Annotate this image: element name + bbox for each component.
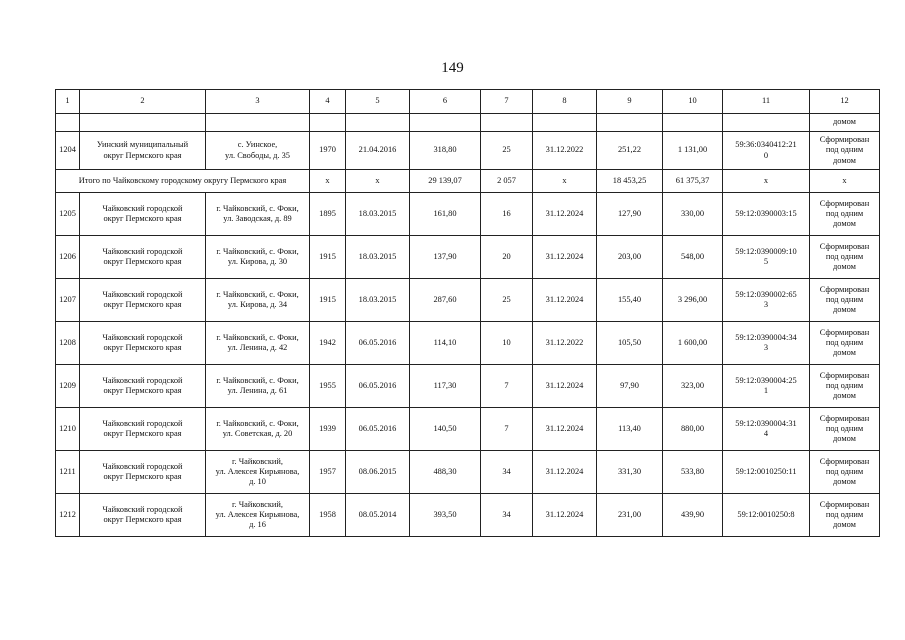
table-cell: 1915	[310, 279, 346, 322]
table-cell: 18.03.2015	[346, 279, 410, 322]
table-cell: 1204	[56, 132, 80, 170]
table-cell	[597, 114, 663, 132]
table-cell: 10	[481, 322, 533, 365]
table-cell: 59:12:0390003:15	[723, 193, 810, 236]
table-cell: Чайковский городской округ Пермского края	[80, 451, 206, 494]
table-cell: 1915	[310, 236, 346, 279]
table-cell: 7	[481, 90, 533, 114]
table-cell: 117,30	[410, 365, 481, 408]
table-cell: 127,90	[597, 193, 663, 236]
table-cell: 06.05.2016	[346, 365, 410, 408]
table-cell: 105,50	[597, 322, 663, 365]
table-cell	[80, 114, 206, 132]
table-cell: 3	[206, 90, 310, 114]
table-cell: Сформирован под одним домом	[810, 322, 880, 365]
table-cell: 137,90	[410, 236, 481, 279]
table-cell: 548,00	[663, 236, 723, 279]
table-cell: 31.12.2024	[533, 451, 597, 494]
table-cell: Чайковский городской округ Пермского края	[80, 408, 206, 451]
table-cell: 31.12.2022	[533, 132, 597, 170]
table-cell	[533, 114, 597, 132]
total-cell: 2 057	[481, 170, 533, 193]
table-cell: с. Уинское, ул. Свободы, д. 35	[206, 132, 310, 170]
table-row	[56, 193, 880, 236]
table-cell: 31.12.2024	[533, 279, 597, 322]
table-cell: г. Чайковский, с. Фоки, ул. Ленина, д. 61	[206, 365, 310, 408]
total-cell: x	[810, 170, 880, 193]
table-cell	[346, 114, 410, 132]
table-cell: 1957	[310, 451, 346, 494]
continued-row	[56, 114, 880, 132]
table-cell: 59:36:0340412:21 0	[723, 132, 810, 170]
table-cell: 1	[56, 90, 80, 114]
table-cell: 08.05.2014	[346, 494, 410, 537]
table-cell: Сформирован под одним домом	[810, 236, 880, 279]
table-cell: 114,10	[410, 322, 481, 365]
table-row	[56, 279, 880, 322]
table-cell: г. Чайковский, ул. Алексея Кирьянова, д. 16	[206, 494, 310, 537]
table-cell: 25	[481, 132, 533, 170]
table-cell: 11	[723, 90, 810, 114]
total-row-label: Итого по Чайковскому городскому округу Пермского края	[56, 170, 310, 193]
table-cell: 31.12.2024	[533, 365, 597, 408]
table-cell: 8	[533, 90, 597, 114]
total-cell: 18 453,25	[597, 170, 663, 193]
table-cell: 1212	[56, 494, 80, 537]
table-cell: 6	[410, 90, 481, 114]
table-cell: 06.05.2016	[346, 322, 410, 365]
table-cell: 488,30	[410, 451, 481, 494]
table-cell: 1958	[310, 494, 346, 537]
table-cell: 155,40	[597, 279, 663, 322]
table-cell: 1211	[56, 451, 80, 494]
total-cell: 61 375,37	[663, 170, 723, 193]
table-cell: 4	[310, 90, 346, 114]
table-row	[56, 408, 880, 451]
table-cell: 2	[80, 90, 206, 114]
table-cell: Чайковский городской округ Пермского края	[80, 279, 206, 322]
table-cell: 18.03.2015	[346, 193, 410, 236]
total-cell: x	[723, 170, 810, 193]
table-cell: 1206	[56, 236, 80, 279]
table-cell: 113,40	[597, 408, 663, 451]
table-cell: 9	[597, 90, 663, 114]
table-row	[56, 322, 880, 365]
table-cell: 533,80	[663, 451, 723, 494]
table-cell: 59:12:0010250:8	[723, 494, 810, 537]
table-cell: 31.12.2024	[533, 408, 597, 451]
table-cell: 12	[810, 90, 880, 114]
table-cell: г. Чайковский, с. Фоки, ул. Кирова, д. 30	[206, 236, 310, 279]
table-cell: 1955	[310, 365, 346, 408]
table-cell: 140,50	[410, 408, 481, 451]
table-cell: 59:12:0390004:34 3	[723, 322, 810, 365]
total-cell: x	[533, 170, 597, 193]
table-cell: Сформирован под одним домом	[810, 408, 880, 451]
table-cell: 251,22	[597, 132, 663, 170]
table-cell: 20	[481, 236, 533, 279]
table-row	[56, 365, 880, 408]
table-cell: 1210	[56, 408, 80, 451]
table-cell: 330,00	[663, 193, 723, 236]
table-cell: 21.04.2016	[346, 132, 410, 170]
table-cell: 7	[481, 365, 533, 408]
table-cell: 34	[481, 451, 533, 494]
table-cell: 5	[346, 90, 410, 114]
table-cell: 331,30	[597, 451, 663, 494]
table-cell: г. Чайковский, ул. Алексея Кирьянова, д. 10	[206, 451, 310, 494]
table-cell: г. Чайковский, с. Фоки, ул. Ленина, д. 42	[206, 322, 310, 365]
table-cell: 1209	[56, 365, 80, 408]
table-cell	[410, 114, 481, 132]
table-cell: 59:12:0390004:31 4	[723, 408, 810, 451]
total-cell: x	[310, 170, 346, 193]
table-cell: 59:12:0010250:11	[723, 451, 810, 494]
table-cell: 1208	[56, 322, 80, 365]
table-cell: 97,90	[597, 365, 663, 408]
table-cell: Сформирован под одним домом	[810, 279, 880, 322]
housing-registry-table	[55, 89, 880, 537]
total-cell: x	[346, 170, 410, 193]
table-cell: Сформирован под одним домом	[810, 494, 880, 537]
table-cell: г. Чайковский, с. Фоки, ул. Советская, д. 20	[206, 408, 310, 451]
table-cell: 7	[481, 408, 533, 451]
table-cell: 59:12:0390004:25 1	[723, 365, 810, 408]
table-cell: 1970	[310, 132, 346, 170]
table-cell	[310, 114, 346, 132]
table-cell: Чайковский городской округ Пермского края	[80, 193, 206, 236]
table-cell: Сформирован под одним домом	[810, 132, 880, 170]
total-row	[56, 170, 880, 193]
table-cell: 08.06.2015	[346, 451, 410, 494]
column-number-row	[56, 90, 880, 114]
table-cell: Сформирован под одним домом	[810, 451, 880, 494]
table-cell: 31.12.2024	[533, 236, 597, 279]
page-number: 149	[441, 60, 464, 76]
table-cell: 1 131,00	[663, 132, 723, 170]
table-cell: 231,00	[597, 494, 663, 537]
table-cell: 1942	[310, 322, 346, 365]
table-cell: 1895	[310, 193, 346, 236]
table-cell: 161,80	[410, 193, 481, 236]
table-cell: г. Чайковский, с. Фоки, ул. Заводская, д. 89	[206, 193, 310, 236]
table-cell: 1207	[56, 279, 80, 322]
table-cell: 393,50	[410, 494, 481, 537]
table-cell: 10	[663, 90, 723, 114]
table-cell: 1205	[56, 193, 80, 236]
table-cell: Чайковский городской округ Пермского края	[80, 365, 206, 408]
table-cell: 318,80	[410, 132, 481, 170]
table-cell: домом	[810, 114, 880, 132]
table-cell: 203,00	[597, 236, 663, 279]
table-cell: 1939	[310, 408, 346, 451]
table-cell: 06.05.2016	[346, 408, 410, 451]
table-cell: 31.12.2022	[533, 322, 597, 365]
table-cell: Уинский муниципальный округ Пермского края	[80, 132, 206, 170]
table-cell: 31.12.2024	[533, 494, 597, 537]
table-cell	[663, 114, 723, 132]
table-cell: 59:12:0390009:10 5	[723, 236, 810, 279]
table-cell: Чайковский городской округ Пермского края	[80, 494, 206, 537]
table-row	[56, 132, 880, 170]
table-cell	[723, 114, 810, 132]
table-cell: 439,90	[663, 494, 723, 537]
table-cell: 16	[481, 193, 533, 236]
table-cell: Сформирован под одним домом	[810, 193, 880, 236]
table-cell: Чайковский городской округ Пермского края	[80, 322, 206, 365]
table-cell: г. Чайковский, с. Фоки, ул. Кирова, д. 34	[206, 279, 310, 322]
table-cell: 880,00	[663, 408, 723, 451]
table-cell: 25	[481, 279, 533, 322]
table-cell: 18.03.2015	[346, 236, 410, 279]
table-cell	[206, 114, 310, 132]
table-cell: 59:12:0390002:65 3	[723, 279, 810, 322]
table-row	[56, 451, 880, 494]
table-cell: 31.12.2024	[533, 193, 597, 236]
table-cell: 3 296,00	[663, 279, 723, 322]
table-cell: 1 600,00	[663, 322, 723, 365]
table-cell: Чайковский городской округ Пермского края	[80, 236, 206, 279]
table-cell	[481, 114, 533, 132]
table-cell: Сформирован под одним домом	[810, 365, 880, 408]
table-row	[56, 236, 880, 279]
table-cell: 34	[481, 494, 533, 537]
table-row	[56, 494, 880, 537]
table-cell: 323,00	[663, 365, 723, 408]
table-cell	[56, 114, 80, 132]
table-cell: 287,60	[410, 279, 481, 322]
total-cell: 29 139,07	[410, 170, 481, 193]
